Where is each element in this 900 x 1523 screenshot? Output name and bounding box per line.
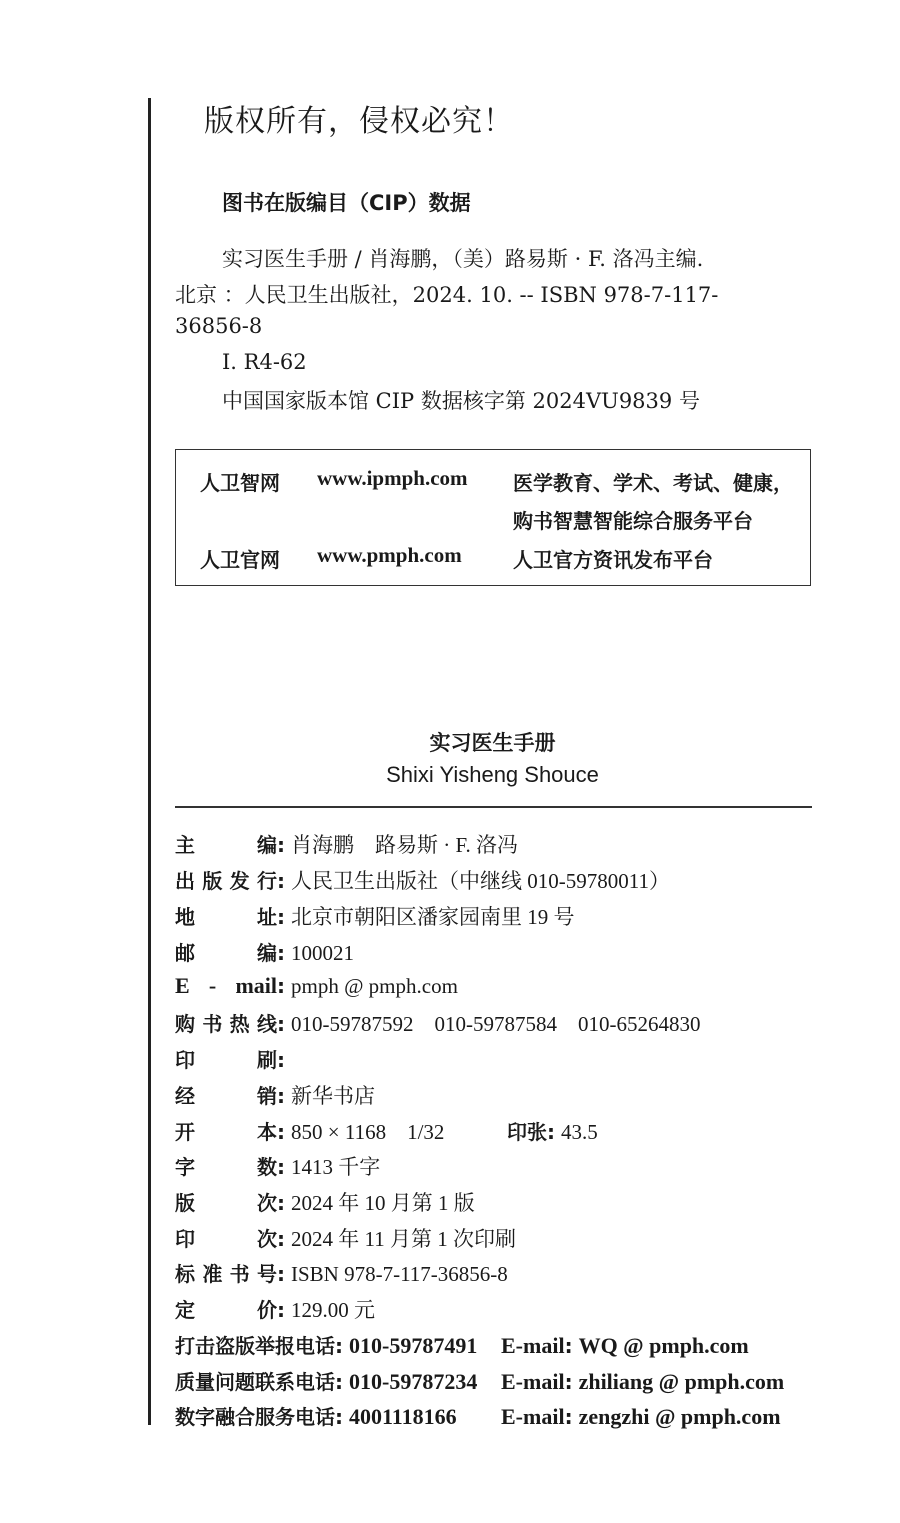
website-box bbox=[175, 449, 811, 586]
detail-row-impression: 印次: 2024 年 11 月第 1 次印刷 bbox=[175, 1223, 516, 1253]
detail-row-distributor: 经销: 新华书店 bbox=[175, 1080, 375, 1110]
detail-label: 字数 bbox=[175, 1155, 277, 1179]
site2-name: 人卫官网 bbox=[200, 548, 280, 572]
detail-row-price: 定价: 129.00 元 bbox=[175, 1294, 375, 1324]
site1-desc-2: 购书智慧智能综合服务平台 bbox=[513, 509, 753, 533]
contact-email-label: E-mail bbox=[501, 1369, 565, 1394]
contact-label: 打击盗版举报电话 bbox=[175, 1334, 335, 1358]
site2-desc: 人卫官方资讯发布平台 bbox=[513, 548, 713, 572]
cip-heading: 图书在版编目（CIP）数据 bbox=[222, 191, 471, 215]
detail-row-printing: 印刷: bbox=[175, 1044, 291, 1073]
detail-value: 100021 bbox=[291, 941, 354, 965]
sheets-value: 43.5 bbox=[561, 1120, 598, 1144]
contact-email-label: E-mail bbox=[501, 1404, 565, 1429]
contact-row-quality: 质量问题联系电话: 010-59787234 E-mail: zhiliang @ pmph.com bbox=[175, 1369, 785, 1394]
detail-value: 肖海鹏 路易斯 · F. 洛冯 bbox=[291, 833, 518, 857]
detail-row-email: E - mail: pmph @ pmph.com bbox=[175, 973, 458, 998]
detail-value: 129.00 元 bbox=[291, 1298, 375, 1322]
detail-row-hotline: 购书热线: 010-59787592 010-59787584 010-65264830 bbox=[175, 1008, 700, 1038]
contact-label: 数字融合服务电话 bbox=[175, 1405, 335, 1429]
contact-row-digital: 数字融合服务电话: 4001118166 E-mail: zengzhi @ pmph.com bbox=[175, 1404, 781, 1429]
detail-value: 新华书店 bbox=[291, 1084, 375, 1108]
site2-url[interactable]: www.pmph.com bbox=[317, 543, 462, 567]
detail-label: E - mail bbox=[175, 973, 277, 998]
detail-row-address: 地址: 北京市朝阳区潘家园南里 19 号 bbox=[175, 901, 575, 931]
detail-label: 标准书号 bbox=[175, 1262, 277, 1286]
contact-phone: 010-59787491 bbox=[349, 1333, 478, 1358]
detail-value: 2024 年 11 月第 1 次印刷 bbox=[291, 1227, 516, 1251]
book-title-pinyin: Shixi Yisheng Shouce bbox=[386, 762, 599, 787]
cip-line-5: 中国国家版本馆 CIP 数据核字第 2024VU9839 号 bbox=[222, 389, 700, 413]
contact-email[interactable]: zengzhi @ pmph.com bbox=[578, 1404, 781, 1429]
detail-label: 开本 bbox=[175, 1120, 277, 1144]
contact-email[interactable]: WQ @ pmph.com bbox=[578, 1333, 749, 1358]
detail-row-editor: 主编: 肖海鹏 路易斯 · F. 洛冯 bbox=[175, 829, 518, 859]
detail-label: 经销 bbox=[175, 1084, 277, 1108]
cip-line-1: 实习医生手册 / 肖海鹏，（美）路易斯 · F. 洛冯主编. bbox=[222, 247, 704, 271]
detail-row-publisher: 出版发行: 人民卫生出版社（中继线 010-59780011） bbox=[175, 865, 670, 895]
detail-label: 地址 bbox=[175, 905, 277, 929]
detail-label: 版次 bbox=[175, 1191, 277, 1215]
detail-row-format: 开本: 850 × 1168 1/32 印张: 43.5 bbox=[175, 1116, 598, 1146]
detail-label: 印刷 bbox=[175, 1048, 277, 1072]
detail-value: 2024 年 10 月第 1 版 bbox=[291, 1191, 475, 1215]
detail-label: 出版发行 bbox=[175, 869, 277, 893]
contact-label: 质量问题联系电话 bbox=[175, 1370, 335, 1394]
title-rule bbox=[175, 806, 812, 808]
detail-label: 定价 bbox=[175, 1298, 277, 1322]
contact-phone: 010-59787234 bbox=[349, 1369, 478, 1394]
detail-label: 购书热线 bbox=[175, 1012, 277, 1036]
cip-line-2: 北京 ：人民卫生出版社，2024. 10. -- ISBN 978-7-117- bbox=[175, 283, 719, 307]
sheets-label: 印张 bbox=[507, 1120, 547, 1144]
book-title-cn: 实习医生手册 bbox=[429, 731, 556, 755]
detail-label: 邮编 bbox=[175, 941, 277, 965]
detail-label: 印次 bbox=[175, 1227, 277, 1251]
detail-value: 010-59787592 010-59787584 010-65264830 bbox=[291, 1012, 701, 1036]
detail-value: 1413 千字 bbox=[291, 1155, 381, 1179]
rights-notice: 版权所有，侵权必究！ bbox=[204, 104, 514, 139]
detail-value[interactable]: pmph @ pmph.com bbox=[291, 974, 458, 998]
contact-row-piracy: 打击盗版举报电话: 010-59787491 E-mail: WQ @ pmph.com bbox=[175, 1333, 749, 1358]
site1-url[interactable]: www.ipmph.com bbox=[317, 466, 468, 490]
detail-value: 850 × 1168 1/32 bbox=[291, 1120, 445, 1144]
site1-desc-1: 医学教育、学术、考试、健康， bbox=[513, 471, 793, 495]
detail-value: ISBN 978-7-117-36856-8 bbox=[291, 1262, 508, 1286]
detail-value: 北京市朝阳区潘家园南里 19 号 bbox=[291, 905, 575, 929]
contact-email[interactable]: zhiliang @ pmph.com bbox=[578, 1369, 785, 1394]
contact-email-label: E-mail bbox=[501, 1333, 565, 1358]
cip-line-4: Ⅰ. R4-62 bbox=[222, 350, 307, 374]
detail-value: 人民卫生出版社（中继线 010-59780011） bbox=[291, 869, 670, 893]
detail-row-wordcount: 字数: 1413 千字 bbox=[175, 1151, 380, 1181]
contact-phone: 4001118166 bbox=[349, 1404, 457, 1429]
detail-row-postcode: 邮编: 100021 bbox=[175, 937, 354, 966]
detail-row-isbn: 标准书号: ISBN 978-7-117-36856-8 bbox=[175, 1258, 508, 1287]
detail-row-edition: 版次: 2024 年 10 月第 1 版 bbox=[175, 1187, 475, 1217]
site1-name: 人卫智网 bbox=[200, 471, 280, 495]
detail-label: 主编 bbox=[175, 833, 277, 857]
cip-line-3: 36856-8 bbox=[175, 314, 263, 338]
